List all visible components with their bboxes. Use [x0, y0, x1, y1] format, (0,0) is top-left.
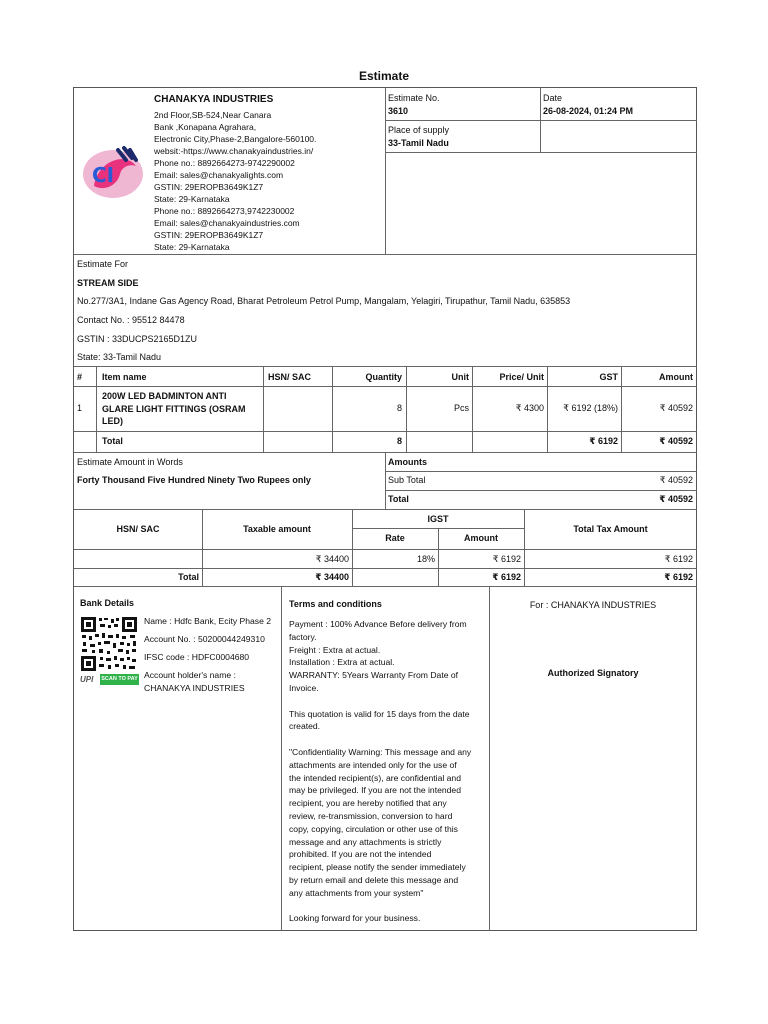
col-header-gst: GST [599, 372, 618, 382]
bank-info [144, 615, 271, 695]
bank-account: Account No. : 50200044249310 [144, 634, 265, 644]
upi-logo: UPI [80, 675, 94, 684]
upi-scan-to-pay[interactable] [80, 672, 144, 686]
items-total-amount: ₹ 40592 [659, 436, 693, 446]
estimate-date: 26-08-2024, 01:24 PM [543, 106, 634, 116]
tax-col-igst-amount: Amount [464, 533, 498, 543]
item-quantity: 8 [396, 403, 402, 413]
tax-total-amount: ₹ 6192 [492, 572, 521, 582]
col-header-price: Price/ Unit [499, 372, 544, 382]
tax-col-total: Total Tax Amount [573, 524, 648, 534]
bank-details-heading: Bank Details [80, 598, 135, 608]
estimate-for-label: Estimate For [77, 259, 129, 269]
item-price: ₹ 4300 [515, 403, 544, 413]
amount-in-words-label: Estimate Amount in Words [77, 457, 183, 467]
amount-in-words: Forty Thousand Five Hundred Ninety Two Rupees only [77, 475, 311, 485]
qr-code-icon[interactable] [80, 616, 138, 672]
customer-address: No.277/3A1, Indane Gas Agency Road, Bharat Petroleum Petrol Pump, Mangalam, Yelagiri, Tirupathur, Tamil Nadu, 635853 [77, 296, 571, 306]
customer-contact: Contact No. : 95512 84478 [77, 315, 185, 325]
company-line: Phone no.: 8892664273,9742230002 [154, 206, 295, 216]
terms-line: Invoice. [289, 682, 319, 693]
terms-line: may be privileged. If you are not the intended [289, 785, 461, 796]
company-line: State: 29-Karnataka [154, 242, 230, 252]
item-gst: ₹ 6192 (18%) [563, 403, 618, 413]
item-unit: Pcs [453, 403, 469, 413]
customer-name: STREAM SIDE [77, 278, 139, 288]
tax-col-igst: IGST [427, 514, 449, 524]
company-line: Email: sales@chanakyaindustries.com [154, 218, 300, 228]
account-holder: CHANAKYA INDUSTRIES [144, 683, 245, 693]
terms-line: Looking forward for your business. [289, 913, 421, 924]
amounts-total-value: ₹ 40592 [659, 494, 693, 504]
tax-total-taxable: ₹ 34400 [315, 572, 349, 582]
document-title: Estimate [358, 69, 410, 83]
items-total-label: Total [102, 436, 123, 446]
item-amount: ₹ 40592 [659, 403, 693, 413]
terms-line: Installation : Extra at actual. [289, 657, 395, 668]
subtotal-label: Sub Total [388, 475, 426, 485]
col-header-amount: Amount [659, 372, 693, 382]
svg-text:CI: CI [92, 163, 115, 187]
terms-line: WARRANTY: 5Years Warranty From Date of [289, 670, 459, 681]
item-index: 1 [77, 403, 83, 413]
account-holder-label: Account holder's name : [144, 670, 236, 680]
company-name: CHANAKYA INDUSTRIES [154, 94, 274, 105]
col-header-item: Item name [102, 372, 147, 382]
terms-line: recipient, please notify the sender immediately [289, 862, 466, 873]
terms-line: Payment : 100% Advance Before delivery from [289, 619, 467, 629]
company-line: GSTIN: 29EROPB3649K1Z7 [154, 182, 264, 192]
terms-line: factory. [289, 631, 317, 642]
customer-state: State: 33-Tamil Nadu [77, 352, 162, 362]
terms-line: recipient, you are hereby notified that any [289, 798, 447, 809]
terms-line: "Confidentiality Warning: This message and any [289, 746, 472, 757]
terms-line: Freight : Extra at actual. [289, 644, 381, 655]
terms-line: This quotation is valid for 15 days from the date [289, 708, 470, 719]
amounts-total-label: Total [388, 494, 409, 504]
terms-line: any attachments from your system" [289, 887, 424, 898]
company-line: Bank ,Konapana Agrahara, [154, 122, 257, 132]
col-header-quantity: Quantity [365, 372, 402, 382]
company-logo [80, 140, 146, 202]
company-line: Email: sales@chanakyalights.com [154, 170, 284, 180]
col-header-hsn: HSN/ SAC [268, 372, 312, 382]
scan-to-pay-badge: SCAN TO PAY [100, 674, 139, 685]
for-company-label: For : CHANAKYA INDUSTRIES [529, 600, 657, 610]
company-line: State: 29-Karnataka [154, 194, 230, 204]
tax-col-taxable: Taxable amount [243, 524, 311, 534]
date-label: Date [543, 93, 563, 103]
company-line: GSTIN: 29EROPB3649K1Z7 [154, 230, 264, 240]
terms-line: copy, copying, circulation or other use of this [289, 823, 458, 834]
company-line: Electronic City,Phase-2,Bangalore-560100. [154, 134, 317, 144]
tax-total-label: Total [178, 572, 199, 582]
col-header-unit: Unit [451, 372, 469, 382]
estimate-no: 3610 [388, 106, 409, 116]
company-details [154, 109, 316, 253]
terms-line: by return email and delete this message and [289, 874, 459, 885]
place-of-supply: 33-Tamil Nadu [388, 138, 449, 148]
place-of-supply-label: Place of supply [388, 125, 450, 135]
tax-col-hsn: HSN/ SAC [116, 524, 160, 534]
bank-ifsc: IFSC code : HDFC0004680 [144, 652, 250, 662]
bank-name: Name : Hdfc Bank, Ecity Phase 2 [144, 616, 272, 626]
amounts-heading: Amounts [388, 457, 427, 467]
company-line: Phone no.: 8892664273-9742290002 [154, 158, 295, 168]
terms-line: attachments are intended only for the use of [289, 759, 457, 770]
items-total-gst: ₹ 6192 [589, 436, 618, 446]
col-header-index: # [77, 372, 83, 382]
terms-line: the intended recipient(s), are confidential and [289, 772, 461, 783]
estimate-document [73, 87, 697, 931]
company-website[interactable]: websit:-https://www.chanakyaindustries.in/ [154, 146, 314, 156]
terms-line: created. [289, 721, 321, 732]
tax-row-amount: ₹ 6192 [492, 554, 521, 564]
terms-heading: Terms and conditions [289, 599, 382, 609]
company-line: 2nd Floor,SB-524,Near Canara [154, 110, 272, 120]
subtotal-value: ₹ 40592 [659, 475, 693, 485]
tax-total-total: ₹ 6192 [664, 572, 693, 582]
authorized-signatory: Authorized Signatory [547, 668, 639, 678]
tax-row-rate: 18% [416, 554, 435, 564]
estimate-no-label: Estimate No. [388, 93, 440, 103]
tax-col-rate: Rate [385, 533, 405, 543]
terms-line: message and any attachments is strictly [289, 836, 442, 847]
tax-row-taxable: ₹ 34400 [315, 554, 349, 564]
customer-gstin: GSTIN : 33DUCPS2165D1ZU [77, 334, 198, 344]
items-total-quantity: 8 [396, 436, 402, 446]
tax-row-total: ₹ 6192 [664, 554, 693, 564]
terms-line: review, re-transmission, conversion to hard [289, 810, 453, 821]
item-name: 200W LED BADMINTON ANTI GLARE LIGHT FITTINGS (OSRAM LED) [102, 391, 246, 426]
terms-body [289, 618, 484, 938]
terms-line: prohibited. If you are not the intended [289, 849, 432, 860]
